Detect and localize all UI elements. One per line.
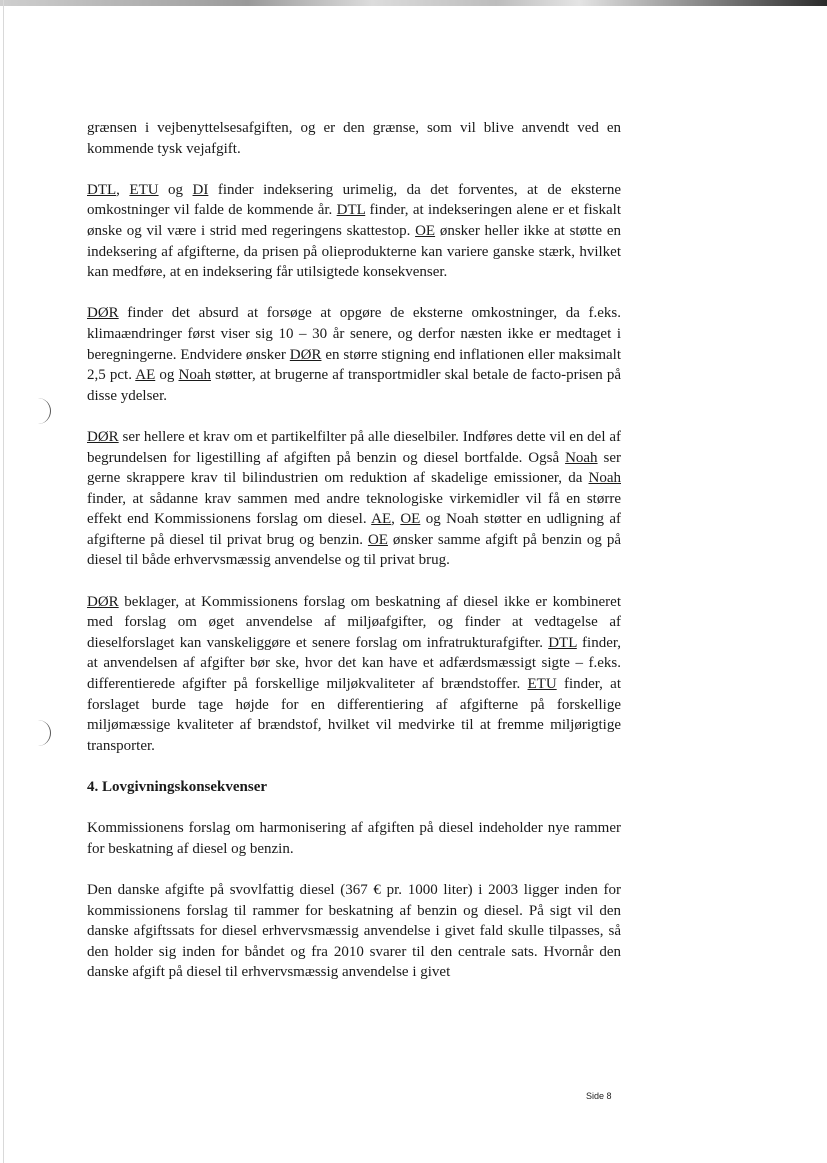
paragraph-text: ønsker samme afgift på benzin og på diesel til både erhvervsmæssig anvendelse og til privat brug. [87,531,621,569]
section-heading: 4. Lovgivningskonsekvenser [87,779,268,795]
paragraph-text: støtter, at brugerne af transportmidler skal betale de facto-prisen på disse ydelser. [87,367,622,404]
paragraphs-before-heading [87,118,621,756]
scan-top-edge [0,0,827,6]
organization-abbreviation: DØR [289,346,322,363]
paragraph [87,303,621,406]
organization-abbreviation: DTL [87,181,117,198]
paragraph-text: ønsker heller ikke at støtte en indeksering af afgifterne, da prisen på olieprodukterne kan variere ganske stærk, hvilket kan medføre, at en indeksering får utilsigtede konsekvenser. [87,222,621,281]
paragraph-text: Kommissionens forslag om harmonisering af afgiften på diesel indeholder nye rammer for beskatning af diesel og benzin. [87,820,621,857]
paragraph [87,592,621,757]
paragraph [87,880,621,983]
paragraph-text: en større stigning end inflationen eller maksimalt 2,5 pct. [87,346,621,384]
organization-abbreviation: AE [135,367,156,384]
organization-abbreviation: AE [371,511,392,528]
paragraphs-after-heading [87,818,621,983]
paragraph-text: ser hellere et krav om et partikelfilter på alle dieselbiler. Indføres dette vil en del af begrundelsen for ligestilling af afgiften på benzin og diesel bortfalde. Også [87,428,621,466]
paragraph-text: finder, at sådanne krav sammen med andre teknologiske virkemidler vil få en større effekt end Kommissionens forslag om diesel. [87,490,621,528]
organization-abbreviation: DØR [87,428,119,445]
punch-hole-mark [36,398,51,424]
organization-abbreviation: OE [415,222,436,239]
organization-abbreviation: DØR [87,305,119,322]
paragraph [87,118,621,159]
paragraph-text: ser gerne skrappere krav til bilindustrien om reduktion af skadelige emissioner, da [87,449,621,487]
paragraph-text: finder, at anvendelsen af afgifter bør ske, hvor det kan have et adfærdsmæssigt sigte – f.eks. differentierede afgifter på forskellige miljøkvaliteter af brændstoffer. [87,634,621,693]
paragraph-text: finder indeksering urimelig, da det forventes, at de eksterne omkostninger vil falde de kommende år. [87,181,622,219]
page-number: Side 8 [586,1091,612,1101]
paragraph-text: grænsen i vejbenyttelsesafgiften, og er den grænse, som vil blive anvendt ved en kommende tysk vejafgift. [87,120,621,157]
document-body [87,118,621,1004]
paragraph-text: Den danske afgifte på svovlfattig diesel (367 € pr. 1000 liter) i 2003 ligger inden for kommissionens forslag til rammer for beskatning af benzin og diesel. På sigt vil den danske afgiftssats for diesel erhvervsmæssig anvendelse i givet fald skulle tilpasses, så den holder sig inden for båndet og fra 2010 svarer til den centrale sats. Hvornår den danske afgift på diesel til erhvervsmæssig anvendelse i givet [87,881,621,981]
organization-abbreviation: ETU [129,181,159,198]
organization-abbreviation: Noah [588,470,621,487]
organization-abbreviation: OE [367,531,388,548]
scan-left-edge [3,0,4,1163]
paragraph-text: , [116,181,130,198]
punch-hole-mark [36,720,51,746]
paragraph-text: finder, at indekseringen alene er et fiskalt ønske og vil være i strid med regeringens skattestop. [87,202,621,239]
organization-abbreviation: ETU [527,676,557,693]
organization-abbreviation: DI [192,181,209,198]
organization-abbreviation: DTL [548,634,577,651]
paragraph-text: beklager, at Kommissionens forslag om beskatning af diesel ikke er kombineret med forslag om øget anvendelse af miljøafgifter, og finder at vedtagelse af dieselforslaget kan vanskeliggøre et senere forslag om infratrukturafgifter. [87,593,621,651]
paragraph-text: , [391,511,401,528]
organization-abbreviation: OE [400,511,421,528]
organization-abbreviation: DTL [336,202,366,219]
paragraph-text: finder det absurd at forsøge at opgøre de eksterne omkostninger, da f.eks. klimaændringer først viser sig 10 – 30 år senere, og derfor næsten ikke er medtaget i beregningerne. Endvidere ønsker [87,305,621,363]
paragraph-text: og [158,181,193,198]
paragraph [87,180,621,283]
paragraph-text: og [155,367,179,384]
paragraph-text: finder, at forslaget burde tage højde for en differentiering af afgifterne på forskellige miljømæssige kvaliteter af brændstof, hvilket vil medvirke til at fremme miljørigtige transporter. [87,676,621,754]
paragraph [87,818,621,859]
paragraph-text: og Noah støtter en udligning af afgifterne på diesel til privat brug og benzin. [87,511,622,548]
organization-abbreviation: Noah [178,367,211,384]
organization-abbreviation: DØR [87,593,119,610]
paragraph [87,427,621,571]
organization-abbreviation: Noah [565,449,598,466]
